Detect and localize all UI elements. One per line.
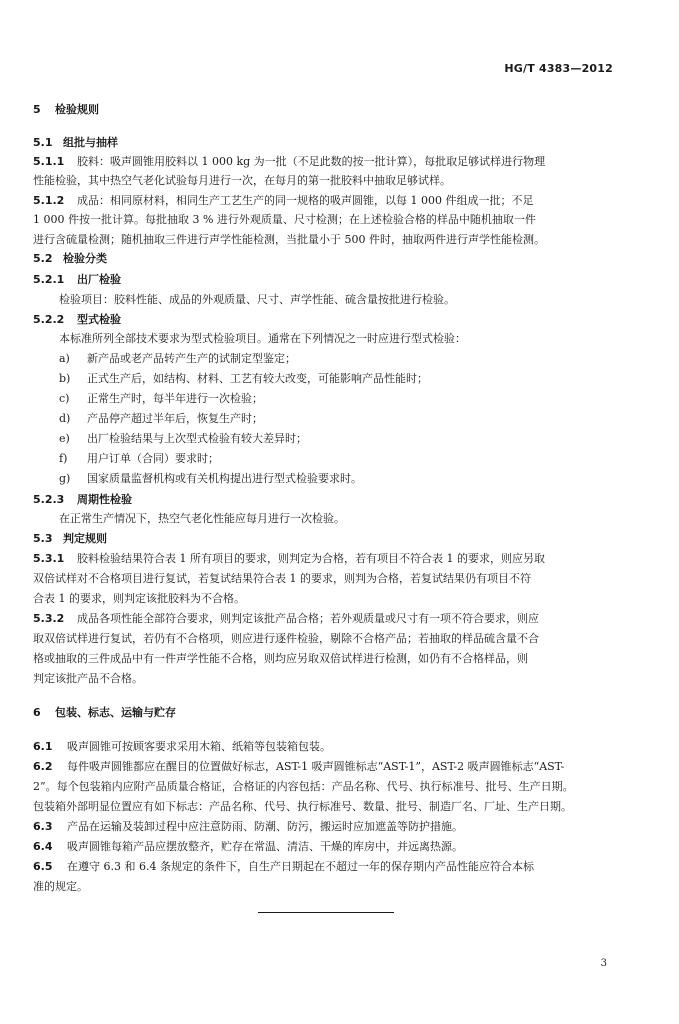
clause-5-1-2-cont: 1 000 件按一批计算。每批抽取 3 % 进行外观质量、尺寸检测；在上述检验合格的样品中随机抽取一件 bbox=[33, 213, 536, 226]
list-item: d) 产品停产超过半年后，恢复生产时； bbox=[59, 412, 263, 425]
section-5-2-3-heading: 5.2.3 周期性检验 bbox=[33, 493, 132, 506]
end-rule bbox=[258, 912, 394, 913]
clause-6-2-cont: 2”。每个包装箱内应附产品质量合格证，合格证的内容包括：产品名称、代号、执行标准号、批号、生产日期。 bbox=[33, 780, 574, 793]
clause-6-4: 6.4 吸声圆锥每箱产品应摆放整齐，贮存在常温、清洁、干燥的库房中，并远离热源。 bbox=[33, 840, 463, 853]
clause-5-1-1: 5.1.1 胶料：吸声圆锥用胶料以 1 000 kg 为一批（不足此数的按一批计算），每批取足够试样进行物理 bbox=[33, 155, 546, 168]
clause-5-3-2: 5.3.2 成品各项性能全部符合要求，则判定该批产品合格；若外观质量或尺寸有一项不符合要求，则应 bbox=[33, 612, 539, 625]
clause-5-2-1-body: 检验项目：胶料性能、成品的外观质量、尺寸、声学性能、硫含量按批进行检验。 bbox=[59, 293, 455, 306]
standard-code-header: HG/T 4383—2012 bbox=[504, 62, 613, 75]
list-item: c) 正常生产时，每半年进行一次检验； bbox=[59, 392, 263, 405]
clause-5-3-2-cont: 判定该批产品不合格。 bbox=[33, 672, 143, 685]
clause-5-2-3-body: 在正常生产情况下，热空气老化性能应每月进行一次检验。 bbox=[59, 512, 345, 525]
page-number: 3 bbox=[600, 958, 607, 969]
section-5-2-1-heading: 5.2.1 出厂检验 bbox=[33, 273, 121, 286]
section-5-3-heading: 5.3 判定规则 bbox=[33, 532, 107, 545]
section-5-1-heading: 5.1 组批与抽样 bbox=[33, 136, 118, 149]
list-item: f) 用户订单（合同）要求时； bbox=[59, 452, 219, 465]
clause-5-3-2-cont: 格或抽取的三件成品中有一件声学性能不合格，则均应另取双倍试样进行检测，如仍有不合格样品，则 bbox=[33, 652, 528, 665]
clause-6-2-cont: 包装箱外部明显位置应有如下标志：产品名称、代号、执行标准号、数量、批号、制造厂名、厂址、生产日期。 bbox=[33, 800, 572, 813]
clause-5-1-2: 5.1.2 成品：相同原材料，相同生产工艺生产的同一规格的吸声圆锥，以每 1 000 件组成一批；不足 bbox=[33, 194, 534, 207]
clause-6-1: 6.1 吸声圆锥可按顾客要求采用木箱、纸箱等包装箱包装。 bbox=[33, 740, 331, 753]
clause-5-3-1-cont: 双倍试样对不合格项目进行复试，若复试结果符合表 1 的要求，则判为合格，若复试结果仍有项目不符 bbox=[33, 572, 531, 585]
list-item: b) 正式生产后，如结构、材料、工艺有较大改变，可能影响产品性能时； bbox=[59, 372, 428, 385]
list-item: e) 出厂检验结果与上次型式检验有较大差异时； bbox=[59, 432, 307, 445]
section-5-2-2-heading: 5.2.2 型式检验 bbox=[33, 313, 121, 326]
clause-5-3-2-cont: 取双倍试样进行复试，若仍有不合格项，则应进行逐件检验，剔除不合格产品；若抽取的样品硫含量不合 bbox=[33, 632, 539, 645]
clause-6-5-cont: 准的规定。 bbox=[33, 880, 88, 893]
section-6-heading: 6 包装、标志、运输与贮存 bbox=[33, 706, 176, 719]
section-5-heading: 5 检验规则 bbox=[33, 103, 99, 116]
clause-5-1-2-cont: 进行含硫量检测；随机抽取三件进行声学性能检测，当批量小于 500 件时，抽取两件进行声学性能检测。 bbox=[33, 233, 545, 246]
list-item: g) 国家质量监督机构或有关机构提出进行型式检验要求时。 bbox=[59, 472, 362, 485]
clause-5-2-2-intro: 本标准所列全部技术要求为型式检验项目。通常在下列情况之一时应进行型式检验： bbox=[59, 332, 466, 345]
clause-5-1-1-cont: 性能检验，其中热空气老化试验每月进行一次，在每月的第一批胶料中抽取足够试样。 bbox=[33, 174, 451, 187]
clause-5-3-1-cont: 合表 1 的要求，则判定该批胶料为不合格。 bbox=[33, 592, 245, 605]
section-5-2-heading: 5.2 检验分类 bbox=[33, 252, 107, 265]
list-item: a) 新产品或老产品转产生产的试制定型鉴定； bbox=[59, 352, 296, 365]
clause-5-3-1: 5.3.1 胶料检验结果符合表 1 所有项目的要求，则判定为合格，若有项目不符合表 1 的要求，则应另取 bbox=[33, 552, 545, 565]
clause-6-3: 6.3 产品在运输及装卸过程中应注意防雨、防潮、防污，搬运时应加遮盖等防护措施。 bbox=[33, 820, 463, 833]
clause-6-2: 6.2 每件吸声圆锥都应在醒目的位置做好标志，AST-1 吸声圆锥标志“AST-1”，AST-2 吸声圆锥标志“AST- bbox=[33, 760, 565, 773]
clause-6-5: 6.5 在遵守 6.3 和 6.4 条规定的条件下，自生产日期起在不超过一年的保存期内产品性能应符合本标 bbox=[33, 860, 534, 873]
